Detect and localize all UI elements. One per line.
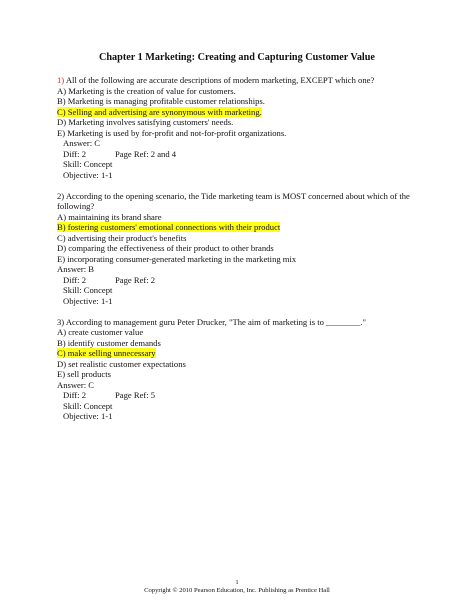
highlighted-answer: B) fostering customers' emotional connections with their product [57,222,281,232]
option-c-correct [57,107,437,118]
option-b-correct [57,222,437,233]
skill-line: Skill: Concept [63,159,113,169]
option-text: D) Marketing involves satisfying customers' needs. [57,117,234,127]
difficulty: Diff: 2 [63,148,86,159]
question-3 [57,317,437,422]
option-text: A) maintaining its brand share [57,211,162,222]
difficulty-line [57,275,437,286]
option-c-correct [57,348,437,359]
option-a [57,86,437,97]
option-a [57,212,437,223]
option-c [57,233,437,244]
page-number: 1 [235,579,239,586]
question-number: 1) [57,75,65,85]
page-reference: Page Ref: 2 and 4 [115,148,177,159]
objective-line: Objective: 1-1 [63,295,113,306]
page-reference: Page Ref: 5 [115,390,156,400]
option-text: A) create customer value [57,327,144,337]
difficulty: Diff: 2 [63,390,86,400]
objective-line: Objective: 1-1 [63,411,113,421]
objective-line: Objective: 1-1 [63,169,113,180]
answer-line: Answer: C [57,379,94,390]
highlighted-answer: C) make selling unnecessary [57,348,156,358]
option-text: E) incorporating consumer-generated marketing in the marketing mix [57,253,297,264]
option-b [57,96,437,107]
question-stem [57,191,437,212]
question-number: 3) [57,316,65,327]
option-text: E) Marketing is used by for-profit and not-for-profit organizations. [57,127,287,138]
question-stem [57,75,437,86]
page-reference: Page Ref: 2 [115,274,156,285]
option-text: D) set realistic customer expectations [57,358,186,369]
answer-line: Answer: C [63,138,100,148]
chapter-title: Chapter 1 Marketing: Creating and Capturing Customer Value [99,52,375,63]
option-d [57,359,437,370]
option-text: A) Marketing is the creation of value for customers. [57,85,236,96]
option-text: D) comparing the effectiveness of their product to other brands [57,243,274,253]
question-list [57,75,437,422]
difficulty: Diff: 2 [63,274,86,285]
page-footer [0,579,474,595]
answer-line: Answer: B [57,264,94,274]
difficulty-line [57,149,437,160]
copyright-notice: Copyright © 2010 Pearson Education, Inc. Publishing as Prentice Hall [144,587,330,594]
highlighted-answer: C) Selling and advertising are synonymous with marketing. [57,106,262,117]
option-text: B) Marketing is managing profitable customer relationships. [57,96,265,106]
difficulty-line [57,390,437,401]
option-e [57,254,437,265]
skill-line: Skill: Concept [63,400,113,411]
option-d [57,243,437,254]
option-text: E) sell products [57,369,111,379]
question-text: According to management guru Peter Drucker, "The aim of marketing is to ________." [64,316,367,327]
option-text: C) advertising their product's benefits [57,232,187,243]
question-stem [57,317,437,328]
option-e [57,369,437,380]
option-d [57,117,437,128]
question-2 [57,191,437,307]
option-text: B) identify customer demands [57,337,161,348]
question-1 [57,75,437,180]
skill-line: Skill: Concept [63,285,113,295]
question-number: 2) [57,190,65,201]
question-text: According to the opening scenario, the Tide marketing team is MOST concerned about which of the following? [57,190,410,211]
option-b [57,338,437,349]
option-a [57,327,437,338]
option-e [57,128,437,139]
question-text: All of the following are accurate descriptions of modern marketing, EXCEPT which one? [64,75,375,85]
